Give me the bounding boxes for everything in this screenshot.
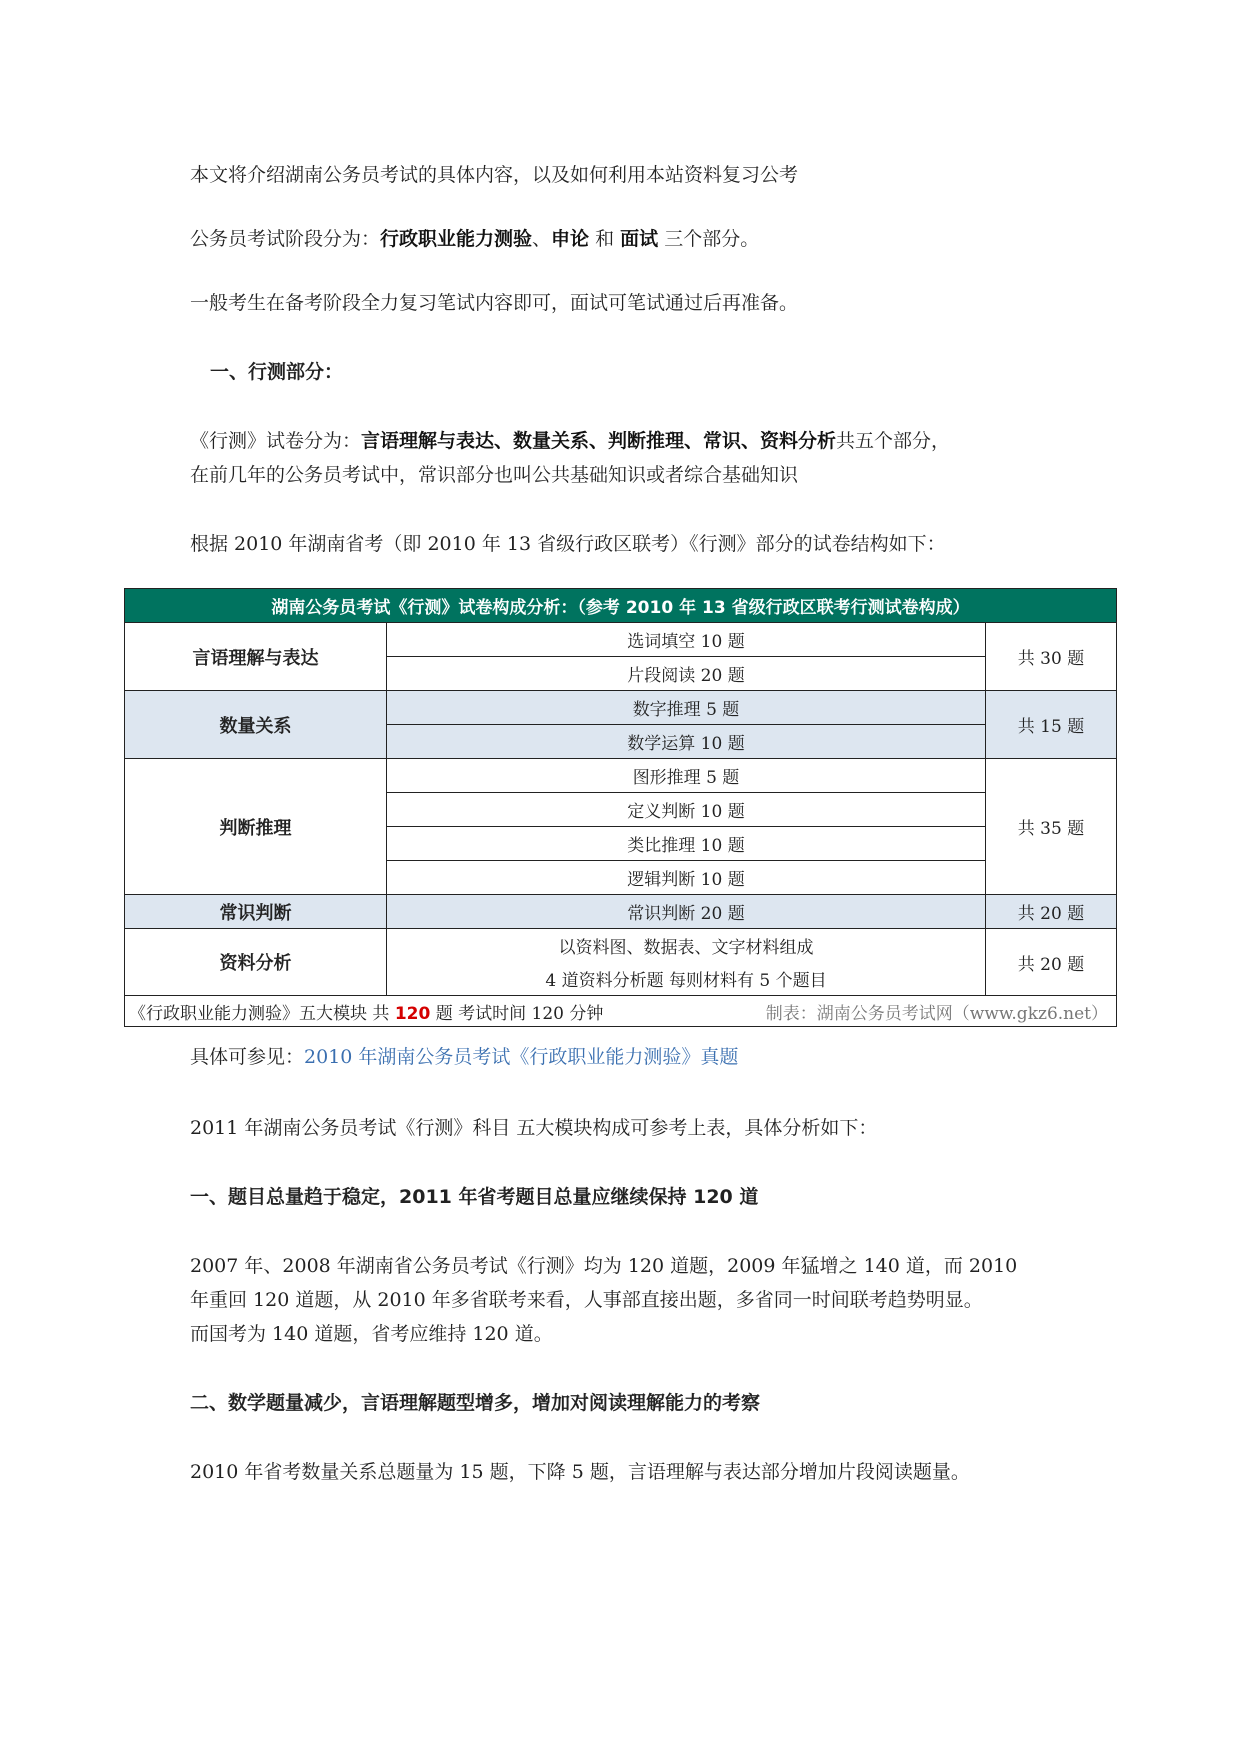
intro-line-2-suffix: 三个部分。 — [658, 228, 760, 250]
analysis-para-1-line-2: 年重回 120 道题，从 2010 年多省联考来看，人事部直接出题，多省同一时间联考趋势明显。 — [190, 1289, 983, 1311]
item-cell: 类比推理 10 题 — [387, 827, 986, 861]
table-row — [125, 895, 1117, 929]
para-1-prefix: 《行测》试卷分为： — [190, 430, 362, 452]
analysis-para-1-line-1: 2007 年、2008 年湖南省公务员考试《行测》均为 120 道题，2009 年猛增之 140 道，而 2010 — [190, 1255, 1018, 1277]
category-quant: 数量关系 — [125, 691, 387, 759]
item-cell: 片段阅读 20 题 — [387, 657, 986, 691]
exam-structure-table — [124, 588, 1117, 1027]
category-common: 常识判断 — [125, 895, 387, 929]
reference-prefix: 具体可参见： — [190, 1046, 305, 1068]
total-data: 共 20 题 — [986, 929, 1117, 996]
intro-sep-1: 、 — [532, 228, 552, 250]
analysis-para-2: 2010 年省考数量关系总题量为 15 题，下降 5 题，言语理解与表达部分增加片段阅读题量。 — [190, 1461, 970, 1483]
item-cell: 数学运算 10 题 — [387, 725, 986, 759]
table-footer-row — [125, 996, 1117, 1027]
para-1-suffix: 共五个部分， — [836, 430, 951, 452]
total-quant: 共 15 题 — [986, 691, 1117, 759]
item-cell: 以资料图、数据表、文字材料组成 — [387, 929, 986, 963]
intro-line-2-prefix: 公务员考试阶段分为： — [190, 228, 381, 250]
intro-part-mianshi: 面试 — [620, 228, 659, 250]
intro-sep-2: 和 — [589, 228, 621, 250]
footer-credit: 制表：湖南公务员考试网（www.gkz6.net） — [765, 1004, 1109, 1024]
item-cell: 定义判断 10 题 — [387, 793, 986, 827]
table-row — [125, 759, 1117, 793]
para-1-bold: 言语理解与表达、数量关系、判断推理、常识、资料分析 — [361, 430, 837, 452]
analysis-heading-2: 二、数学题量减少，言语理解题型增多，增加对阅读理解能力的考察 — [190, 1392, 761, 1414]
table-header-row — [125, 589, 1117, 623]
intro-line-1: 本文将介绍湖南公务员考试的具体内容，以及如何利用本站资料复习公考 — [190, 164, 799, 186]
footer-suffix: 题 考试时间 120 分钟 — [430, 1004, 604, 1024]
section-1-heading: 一、行测部分： — [210, 361, 344, 383]
analysis-heading-1: 一、题目总量趋于稳定，2011 年省考题目总量应继续保持 120 道 — [190, 1186, 759, 1208]
footer-count: 120 — [394, 1004, 431, 1024]
intro-part-xingce: 行政职业能力测验 — [380, 228, 533, 250]
table-row — [125, 623, 1117, 657]
intro-line-3: 一般考生在备考阶段全力复习笔试内容即可，面试可笔试通过后再准备。 — [190, 292, 799, 314]
category-verbal: 言语理解与表达 — [125, 623, 387, 691]
intro-line-2 — [190, 222, 759, 256]
section-1-para-2: 根据 2010 年湖南省考（即 2010 年 13 省级行政区联考）《行测》部分的试卷结构如下： — [190, 533, 946, 555]
reference-link[interactable]: 2010 年湖南公务员考试《行政职业能力测验》真题 — [304, 1046, 739, 1068]
table-row — [125, 929, 1117, 963]
total-common: 共 20 题 — [986, 895, 1117, 929]
category-reasoning: 判断推理 — [125, 759, 387, 895]
section-1-para-1 — [190, 424, 950, 458]
item-cell: 4 道资料分析题 每则材料有 5 个题目 — [387, 962, 986, 996]
item-cell: 选词填空 10 题 — [387, 623, 986, 657]
analysis-intro: 2011 年湖南公务员考试《行测》科目 五大模块构成可参考上表，具体分析如下： — [190, 1117, 878, 1139]
total-verbal: 共 30 题 — [986, 623, 1117, 691]
item-cell: 逻辑判断 10 题 — [387, 861, 986, 895]
item-cell: 数字推理 5 题 — [387, 691, 986, 725]
item-cell: 常识判断 20 题 — [387, 895, 986, 929]
item-cell: 图形推理 5 题 — [387, 759, 986, 793]
section-1-para-1-line-2: 在前几年的公务员考试中，常识部分也叫公共基础知识或者综合基础知识 — [190, 464, 799, 486]
analysis-para-1-line-3: 而国考为 140 道题，省考应维持 120 道。 — [190, 1323, 553, 1345]
table-row — [125, 691, 1117, 725]
footer-prefix: 《行政职业能力测验》五大模块 共 — [129, 1004, 395, 1024]
footer-summary — [129, 999, 603, 1024]
category-data: 资料分析 — [125, 929, 387, 996]
intro-part-shenlun: 申论 — [551, 228, 590, 250]
table-footer — [125, 996, 1117, 1027]
total-reasoning: 共 35 题 — [986, 759, 1117, 895]
reference-line — [190, 1040, 738, 1074]
table-title: 湖南公务员考试《行测》试卷构成分析：（参考 2010 年 13 省级行政区联考行测试卷构成） — [125, 589, 1117, 623]
